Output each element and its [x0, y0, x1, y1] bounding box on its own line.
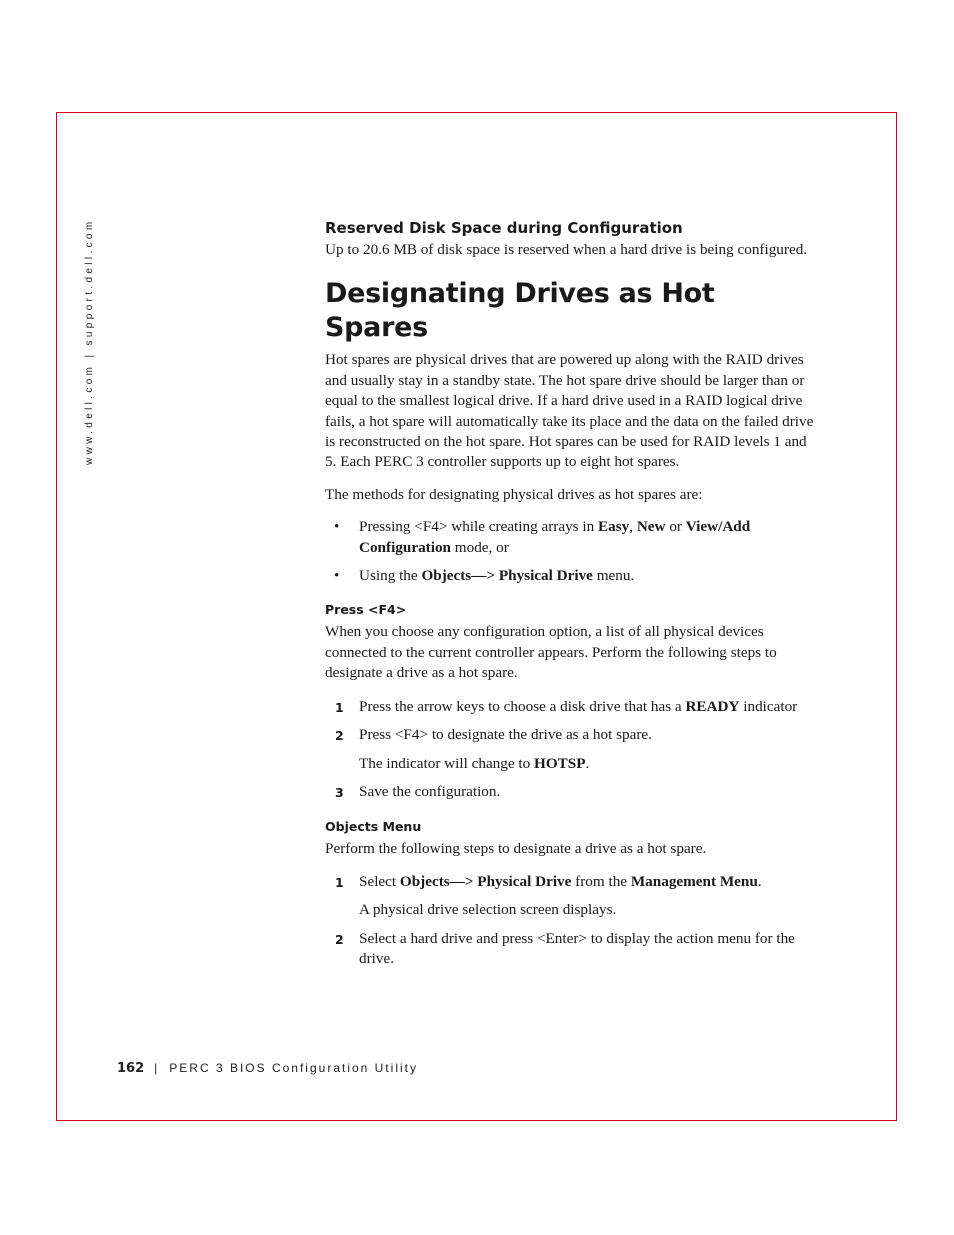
paragraph-reserved-space: Up to 20.6 MB of disk space is reserved when a hard drive is being configured. — [325, 241, 808, 258]
list-item — [325, 566, 820, 586]
text-run: from the — [571, 872, 631, 890]
page-footer — [117, 1061, 418, 1076]
step-number: 1 — [335, 699, 344, 715]
list-item — [325, 517, 820, 558]
text-run: Using the — [359, 567, 422, 585]
step-number: 2 — [335, 931, 344, 947]
section-heading-reserved-space: Reserved Disk Space during Configuration — [325, 219, 683, 237]
term-view-add-configuration: View/Add Configuration — [359, 518, 751, 556]
list-item — [325, 872, 820, 892]
term-hotsp: HOTSP — [534, 754, 586, 772]
step-note-selection-screen: A physical drive selection screen displays. — [359, 901, 617, 919]
step-number: 3 — [335, 784, 344, 800]
text-run: Press the arrow keys to choose a disk drive that has a — [359, 697, 686, 715]
text-run: The indicator will change to — [359, 754, 535, 772]
section-heading-press-f4: Press <F4> — [325, 602, 407, 618]
text-run: Save the configuration. — [359, 782, 501, 800]
paragraph-methods-intro: The methods for designating physical drives as hot spares are: — [325, 485, 703, 503]
list-item — [325, 929, 820, 970]
text-run: Select a hard drive and press <Enter> to display the action menu for the drive. — [359, 929, 795, 967]
main-content — [325, 216, 820, 969]
objects-menu-steps-continued — [325, 929, 820, 970]
page-title: Designating Drives as Hot Spares — [325, 278, 715, 344]
text-run: indicator — [739, 697, 798, 715]
bullet-icon: • — [334, 518, 340, 536]
text-run: menu. — [592, 567, 635, 585]
term-new: New — [636, 518, 666, 536]
text-run: . — [757, 872, 762, 890]
list-item — [325, 782, 820, 802]
footer-separator: | — [154, 1061, 158, 1075]
term-objects-physical-drive: Objects—> Physical Drive — [399, 872, 572, 890]
page-number: 162 — [117, 1061, 145, 1076]
paragraph-press-f4-intro: When you choose any configuration option, a list of all physical devices connected to the current controller appears. Perform the following steps to designate a drive as a hot spare. — [325, 623, 777, 682]
footer-title: PERC 3 BIOS Configuration Utility — [169, 1061, 419, 1075]
text-run: Select — [359, 872, 400, 890]
bullet-icon: • — [334, 567, 340, 585]
section-heading-objects-menu: Objects Menu — [325, 819, 422, 835]
step-number: 1 — [335, 874, 344, 890]
text-run: . — [585, 754, 590, 772]
step-number: 2 — [335, 728, 344, 744]
text-run: or — [665, 518, 686, 536]
paragraph-objects-menu-intro: Perform the following steps to designate a drive as a hot spare. — [325, 840, 707, 858]
list-item — [325, 725, 820, 745]
term-objects-physical-drive: Objects—> Physical Drive — [421, 567, 593, 585]
methods-list — [325, 517, 820, 586]
term-ready: READY — [685, 697, 740, 715]
objects-menu-steps — [325, 872, 820, 892]
text-run: Pressing <F4> while creating arrays in — [359, 518, 598, 536]
text-run: Press <F4> to designate the drive as a hot spare. — [359, 726, 652, 744]
sidebar-url: www.dell.com | support.dell.com — [84, 218, 95, 465]
list-item — [325, 697, 820, 717]
press-f4-steps-continued — [325, 782, 820, 802]
term-easy: Easy — [598, 518, 630, 536]
step-note-hotsp — [325, 754, 820, 774]
paragraph-hot-spares-intro: Hot spares are physical drives that are powered up along with the RAID drives and usually stay in a standby state. The hot spare drive should be larger than or equal to the smallest logical drive. If a hard drive used in a RAID logical drive fails, a hot spare will automatically take its place and the data on the failed drive is reconstructed on the hot spare. Hot spares can be used for RAID levels 1 and 5. Each PERC 3 controller supports up to eight hot spares. — [325, 351, 814, 471]
text-run: mode, or — [450, 538, 509, 556]
press-f4-steps — [325, 697, 820, 746]
term-management-menu: Management Menu — [630, 872, 758, 890]
text-run: , — [629, 518, 637, 536]
